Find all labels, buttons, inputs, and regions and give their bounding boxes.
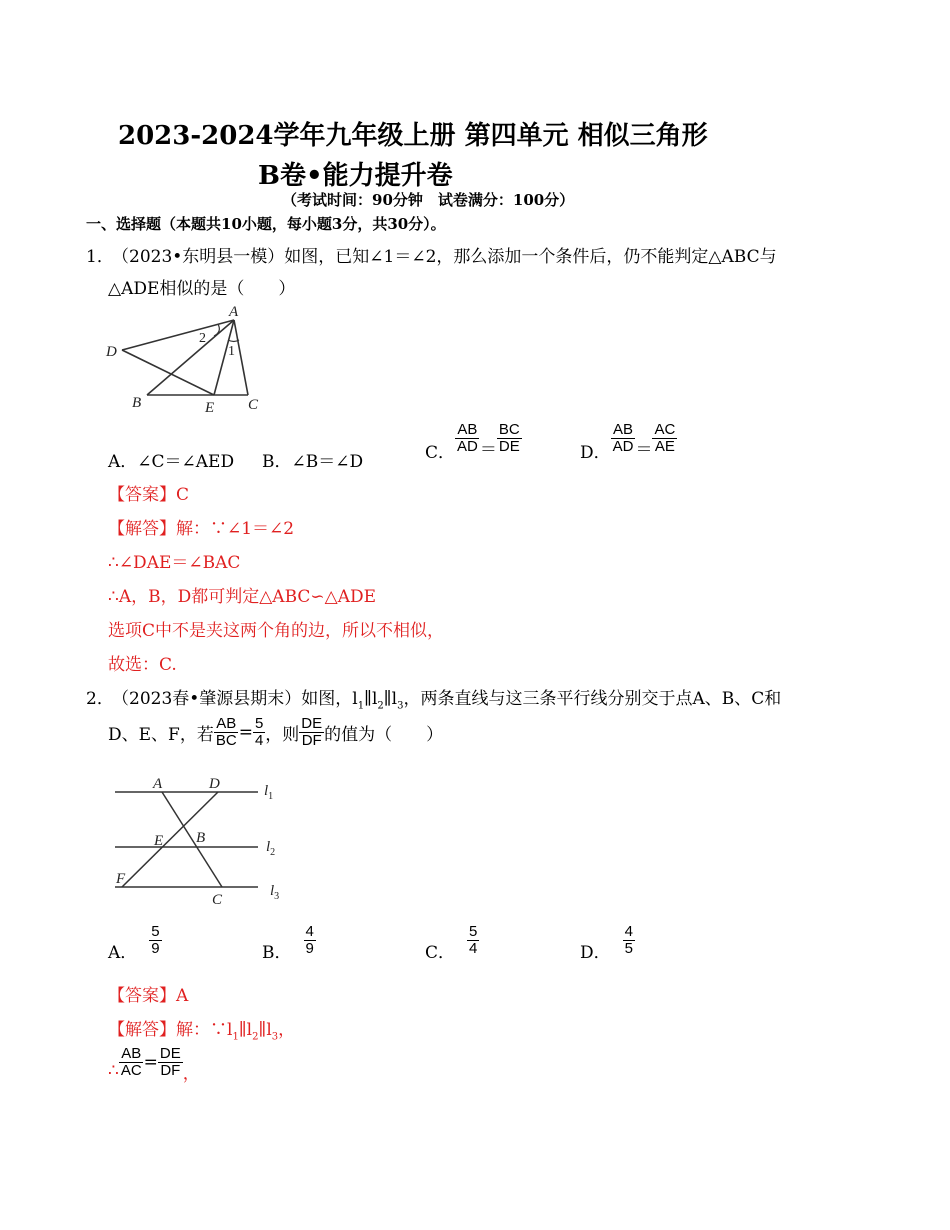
frac-num: 4 <box>624 923 633 940</box>
q1-label-A: A <box>229 304 239 320</box>
frac-den: 4 <box>254 731 264 749</box>
q2-sub3: 3 <box>397 700 404 712</box>
q2-option-a-frac <box>149 924 161 957</box>
q1-option-c-eq: ＝ <box>479 439 497 460</box>
frac-den: DF <box>160 1061 181 1079</box>
q2-frac-5-4 <box>253 716 265 749</box>
q2-option-b <box>262 923 316 963</box>
q2-sol1-pre: 【解答】解：∵l <box>108 1020 233 1040</box>
q2-label-l1 <box>264 783 273 802</box>
frac-num: 4 <box>305 923 314 940</box>
frac-den: 9 <box>151 939 160 957</box>
q1-label-angle1: 1 <box>228 344 235 359</box>
frac-den: 4 <box>469 939 478 957</box>
q2-sol2-frac2 <box>158 1046 183 1079</box>
q2-sol1-par1: ∥l <box>238 1020 253 1040</box>
q2-eq: = <box>238 722 253 743</box>
q2-solution-line1 <box>108 1015 295 1042</box>
q1-option-d-label: D． <box>580 442 611 463</box>
q2-sol1-sub1: 1 <box>232 1031 239 1043</box>
q2-sub1: 1 <box>357 700 365 712</box>
exam-info: （考试时间：90分钟 试卷满分：100分） <box>282 191 575 209</box>
q2-label-A: A <box>153 776 163 792</box>
q2-sol1-sub2: 2 <box>252 1031 259 1043</box>
q1-solution-line5: 故选：C. <box>108 655 177 675</box>
q2-option-a <box>108 923 162 963</box>
q2-option-b-frac <box>304 924 316 957</box>
l-sub: 2 <box>270 847 276 858</box>
q1-option-a: A．∠C＝∠AED <box>108 452 235 472</box>
q2-sol2-frac1 <box>119 1046 144 1079</box>
q1-seg-DE <box>122 350 214 395</box>
q2-text-a2: ，两条直线与这三条平行线分别交于点A、B、C和 <box>403 689 782 709</box>
frac-den: AD <box>457 437 478 455</box>
frac-den: DF <box>301 731 322 749</box>
q2-option-a-label: A． <box>108 942 138 963</box>
q2-sol2-end: ， <box>182 1063 200 1084</box>
q2-text-b1: D、E、F，若 <box>108 724 214 745</box>
q2-sol1-sub3: 3 <box>271 1031 279 1043</box>
l-sub: 3 <box>274 891 280 902</box>
frac-num: AC <box>654 421 676 438</box>
frac-num: AB <box>216 715 237 732</box>
q1-option-d-frac1 <box>611 422 636 455</box>
q2-label-l3 <box>270 883 279 902</box>
q2-text-a: （2023春•肇源县期末）如图，l <box>112 689 358 709</box>
frac-num: DE <box>159 1045 181 1062</box>
q1-solution-line4: 选项C中不是夹这两个角的边，所以不相似， <box>108 621 445 641</box>
q1-solution-line1: 【解答】解：∵∠1＝∠2 <box>108 519 295 539</box>
q2-solution-line2 <box>108 1045 200 1084</box>
q2-sol1-par2: ∥l <box>258 1020 272 1040</box>
q1-label-B: B <box>132 395 142 411</box>
q2-text-line2 <box>108 716 443 749</box>
q2-option-d-frac <box>623 924 635 957</box>
q1-text-line1: （2023•东明县一模）如图，已知∠1＝∠2，那么添加一个条件后，仍不能判定△ABC与 <box>112 247 777 267</box>
frac-den: BC <box>215 731 237 749</box>
q2-label-D: D <box>209 776 220 792</box>
frac-num: 5 <box>469 923 478 940</box>
q1-option-c-frac1 <box>455 422 480 455</box>
frac-num: 5 <box>151 923 160 940</box>
q2-option-d-label: D． <box>580 942 611 963</box>
frac-num: DE <box>301 715 323 732</box>
q2-frac-de-df <box>299 716 324 749</box>
q1-option-c <box>425 421 522 463</box>
frac-den: AE <box>654 437 675 455</box>
q2-label-B: B <box>196 830 206 846</box>
page-subtitle: B卷•能力提升卷 <box>258 161 453 191</box>
l-letter: l <box>266 839 271 855</box>
q1-number: 1． <box>86 247 114 267</box>
q2-text-b2: ，则 <box>265 724 300 745</box>
q2-text-b3: 的值为（ ） <box>324 724 444 745</box>
q2-option-b-label: B． <box>262 942 292 963</box>
q1-label-E: E <box>205 400 215 416</box>
frac-den: DE <box>498 437 520 455</box>
q1-seg-AC <box>234 320 248 395</box>
frac-num: AB <box>613 421 634 438</box>
frac-num: AB <box>457 421 478 438</box>
section-heading: 一、选择题（本题共10小题，每小题3分，共30分）。 <box>86 215 446 233</box>
l-letter: l <box>264 783 269 799</box>
q2-frac-ab-bc <box>214 716 239 749</box>
q1-solution-line3: ∴A，B，D都可判定△ABC∽△ADE <box>108 587 377 607</box>
q2-sol1-end: ， <box>278 1020 296 1040</box>
q2-sol2-eq: = <box>143 1052 158 1073</box>
q1-option-b: B．∠B＝∠D <box>262 452 364 472</box>
page-title: 2023-2024学年九年级上册 第四单元 相似三角形 <box>118 121 708 151</box>
frac-num: BC <box>498 421 520 438</box>
q2-number: 2． <box>86 689 114 709</box>
q2-option-c <box>425 923 479 963</box>
q2-label-C: C <box>212 892 223 908</box>
q1-label-angle2: 2 <box>199 331 206 346</box>
q1-option-d-eq: ＝ <box>635 439 653 460</box>
l-sub: 1 <box>268 791 274 802</box>
frac-den: 9 <box>305 939 314 957</box>
q1-text-line2: △ADE相似的是（ ） <box>108 279 296 299</box>
q1-option-c-frac2 <box>497 422 522 455</box>
q2-text-line1 <box>112 684 781 711</box>
q1-label-D: D <box>106 344 117 360</box>
q2-option-d <box>580 923 635 963</box>
q1-angle1-arc <box>228 340 239 342</box>
q1-figure <box>100 302 270 417</box>
q1-answer: 【答案】C <box>108 485 190 505</box>
q1-option-d-frac2 <box>652 422 677 455</box>
q2-sol2-pre: ∴ <box>108 1061 119 1082</box>
q2-sub2: 2 <box>377 700 384 712</box>
q1-option-c-label: C． <box>425 442 456 463</box>
q2-figure <box>100 770 300 910</box>
q1-label-C: C <box>248 397 259 413</box>
q2-par2: ∥l <box>383 689 398 709</box>
q2-option-c-frac <box>467 924 479 957</box>
frac-den: 5 <box>624 939 633 957</box>
q2-label-l2 <box>266 839 275 858</box>
frac-den: AD <box>612 437 634 455</box>
q2-label-E: E <box>154 833 164 849</box>
q2-option-c-label: C． <box>425 942 456 963</box>
q1-option-d <box>580 421 677 463</box>
q1-solution-line2: ∴∠DAE＝∠BAC <box>108 553 241 573</box>
frac-den: AC <box>120 1061 142 1079</box>
q2-label-F: F <box>116 871 126 887</box>
l-letter: l <box>270 883 275 899</box>
frac-num: AB <box>121 1045 142 1062</box>
q2-answer: 【答案】A <box>108 986 189 1006</box>
frac-num: 5 <box>254 715 264 732</box>
q2-par1: ∥l <box>364 689 378 709</box>
